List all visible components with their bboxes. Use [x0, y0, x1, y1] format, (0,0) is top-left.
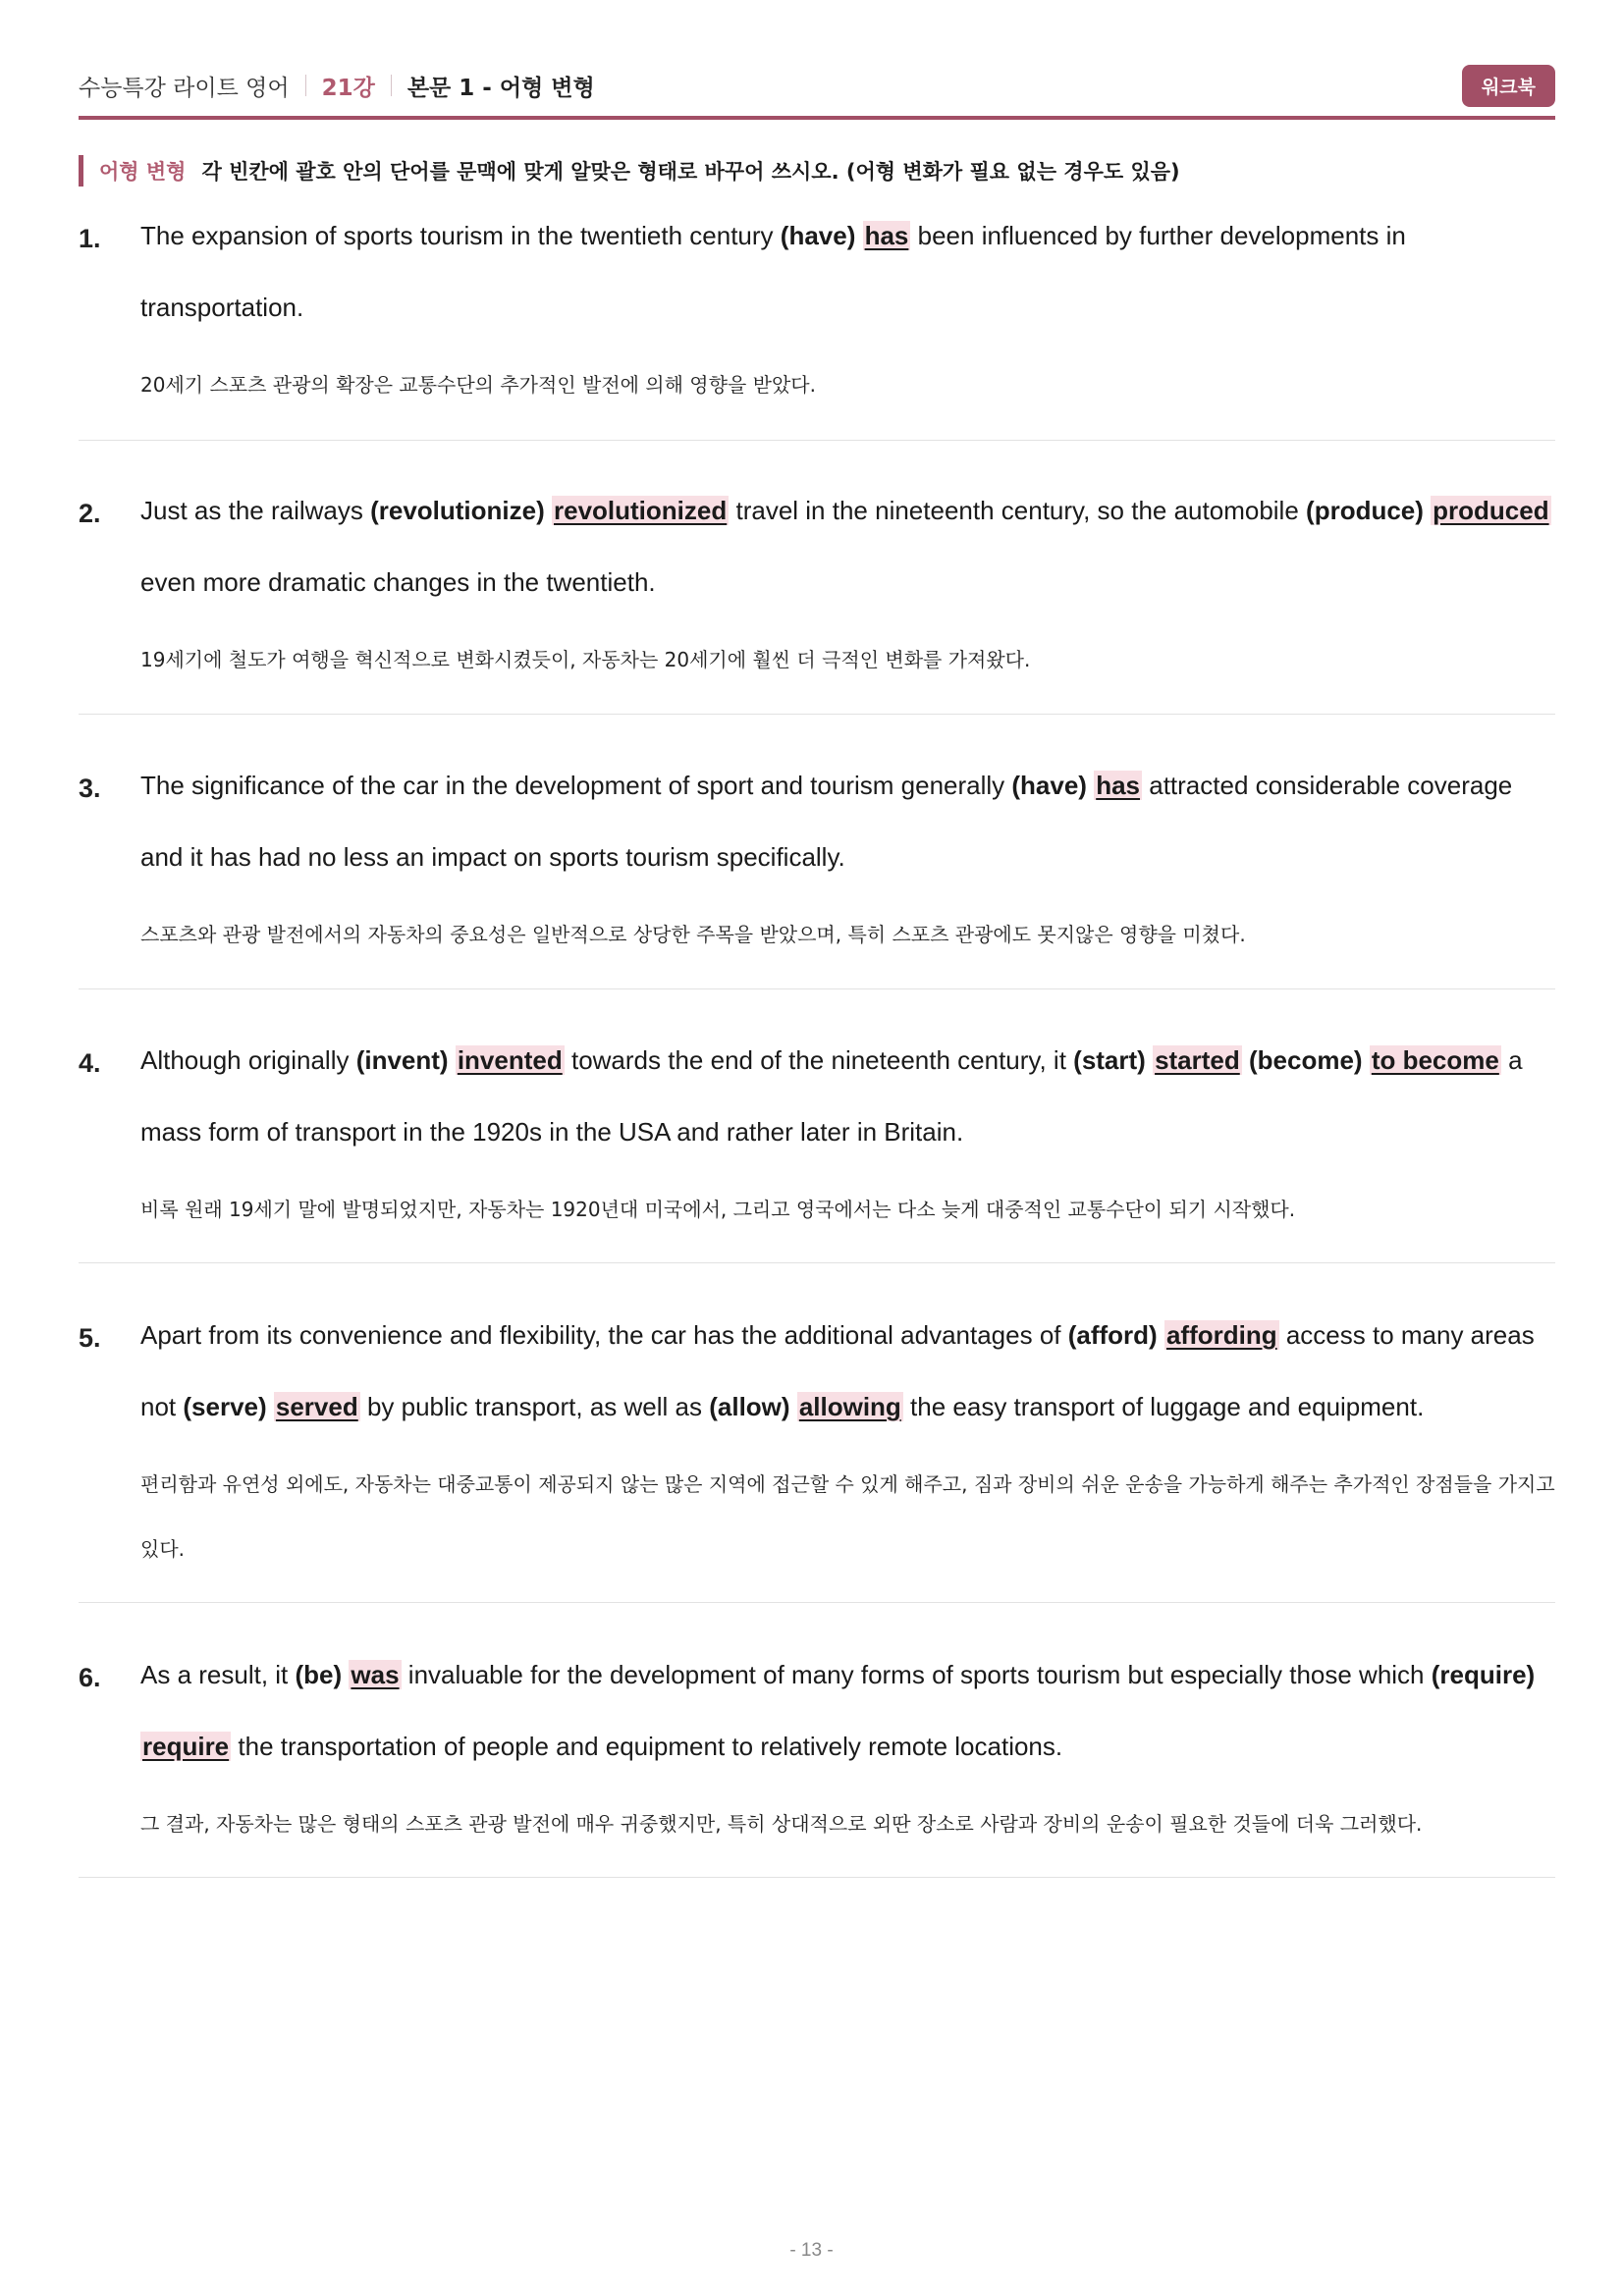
workbook-badge: 워크북 [1462, 65, 1555, 107]
korean-translation: 그 결과, 자동차는 많은 형태의 스포츠 관광 발전에 매우 귀중했지만, 특히 상대적으로 외딴 장소로 사람과 장비의 운송이 필요한 것들에 더욱 그러했다. [140, 1812, 1423, 1836]
base-word: (require) [1431, 1660, 1536, 1689]
answer: to become [1371, 1045, 1499, 1075]
sentence-text: invaluable for the development of many forms of sports tourism but especially those which [401, 1660, 1432, 1689]
lesson-number: 21강 [321, 75, 375, 101]
answer: invented [457, 1045, 563, 1075]
book-title: 수능특강 라이트 영어 [79, 75, 290, 101]
item-divider [79, 1602, 1555, 1603]
base-word: (serve) [183, 1392, 267, 1421]
item-number: 6. [79, 1663, 101, 1692]
sentence-text: access to many areas not [140, 1320, 1535, 1421]
sentence-text: The expansion of sports tourism in the twentieth century [140, 221, 781, 250]
item-divider [79, 714, 1555, 715]
instruction-tag: 어형 변형 [99, 160, 187, 184]
item-number: 3. [79, 774, 101, 803]
item-number: 2. [79, 499, 101, 528]
sentence-text: the easy transport of luggage and equipment. [902, 1392, 1425, 1421]
item-divider [79, 1262, 1555, 1263]
korean-translation: 20세기 스포츠 관광의 확장은 교통수단의 추가적인 발전에 의해 영향을 받았다. [140, 373, 816, 397]
sentence-text: attracted considerable coverage and it has had no less an impact on sports tourism specifically. [140, 771, 1513, 872]
sentence-text: a mass form of transport in the 1920s in the USA and rather later in Britain. [140, 1045, 1523, 1147]
item-number: 1. [79, 224, 101, 253]
answer: produced [1433, 496, 1549, 525]
sentence-text: As a result, it [140, 1660, 296, 1689]
korean-translation: 스포츠와 관광 발전에서의 자동차의 중요성은 일반적으로 상당한 주목을 받았으며, 특히 스포츠 관광에도 못지않은 영향을 미쳤다. [140, 923, 1246, 946]
english-sentence [140, 1300, 1555, 1443]
base-word: (revolutionize) [370, 496, 545, 525]
sentence-text: been influenced by further developments in transportation. [140, 221, 1406, 322]
sentence-text: towards the end of the nineteenth century, it [564, 1045, 1074, 1075]
base-word: (produce) [1306, 496, 1424, 525]
answer: was [351, 1660, 400, 1689]
answer: require [142, 1732, 230, 1761]
base-word: (start) [1073, 1045, 1146, 1075]
english-sentence [140, 750, 1555, 893]
sentence-text: travel in the nineteenth century, so the automobile [729, 496, 1307, 525]
english-sentence [140, 1639, 1555, 1783]
korean-translation: 편리함과 유연성 외에도, 자동차는 대중교통이 제공되지 않는 많은 지역에 접근할 수 있게 해주고, 짐과 장비의 쉬운 운송을 가능하게 해주는 추가적인 장점들을 가지고 있다. [140, 1472, 1555, 1561]
page-header [79, 61, 1555, 110]
base-word: (become) [1249, 1045, 1363, 1075]
sentence-text: Apart from its convenience and flexibility, the car has the additional advantages of [140, 1320, 1068, 1350]
answer: allowing [798, 1392, 901, 1421]
english-sentence [140, 200, 1555, 344]
answer: started [1155, 1045, 1240, 1075]
item-number: 5. [79, 1323, 101, 1353]
sentence-text: Just as the railways [140, 496, 371, 525]
item-divider [79, 988, 1555, 989]
item-divider [79, 440, 1555, 441]
sentence-text: the transportation of people and equipment to relatively remote locations. [231, 1732, 1063, 1761]
sentence-text: by public transport, as well as [359, 1392, 710, 1421]
header-separator [391, 75, 392, 96]
item-divider [79, 1877, 1555, 1878]
base-word: (allow) [709, 1392, 790, 1421]
base-word: (be) [295, 1660, 343, 1689]
sentence-text: Although originally [140, 1045, 356, 1075]
base-word: (invent) [355, 1045, 449, 1075]
answer: revolutionized [554, 496, 728, 525]
header-rule [79, 116, 1555, 120]
page-number: - 13 - [789, 2240, 834, 2261]
answer: has [864, 221, 909, 250]
section-title: 본문 1 - 어형 변형 [406, 75, 595, 101]
english-sentence [140, 1025, 1555, 1168]
answer: served [275, 1392, 358, 1421]
base-word: (have) [1011, 771, 1087, 800]
answer: has [1096, 771, 1141, 800]
instruction-text: 각 빈칸에 괄호 안의 단어를 문맥에 맞게 알맞은 형태로 바꾸어 쓰시오. (어형 변화가 필요 없는 경우도 있음) [201, 160, 1180, 184]
base-word: (afford) [1067, 1320, 1158, 1350]
base-word: (have) [780, 221, 856, 250]
korean-translation: 19세기에 철도가 여행을 혁신적으로 변화시켰듯이, 자동차는 20세기에 훨씬 더 극적인 변화를 가져왔다. [140, 648, 1031, 671]
korean-translation: 비록 원래 19세기 말에 발명되었지만, 자동차는 1920년대 미국에서, 그리고 영국에서는 다소 늦게 대중적인 교통수단이 되기 시작했다. [140, 1198, 1296, 1221]
item-number: 4. [79, 1048, 101, 1078]
sentence-text [1242, 1045, 1249, 1075]
sentence-text: even more dramatic changes in the twentieth. [140, 567, 656, 597]
sentence-text: The significance of the car in the development of sport and tourism generally [140, 771, 1012, 800]
english-sentence [140, 475, 1555, 618]
answer: affording [1165, 1320, 1277, 1350]
header-separator [305, 75, 306, 96]
instruction [79, 155, 1555, 187]
